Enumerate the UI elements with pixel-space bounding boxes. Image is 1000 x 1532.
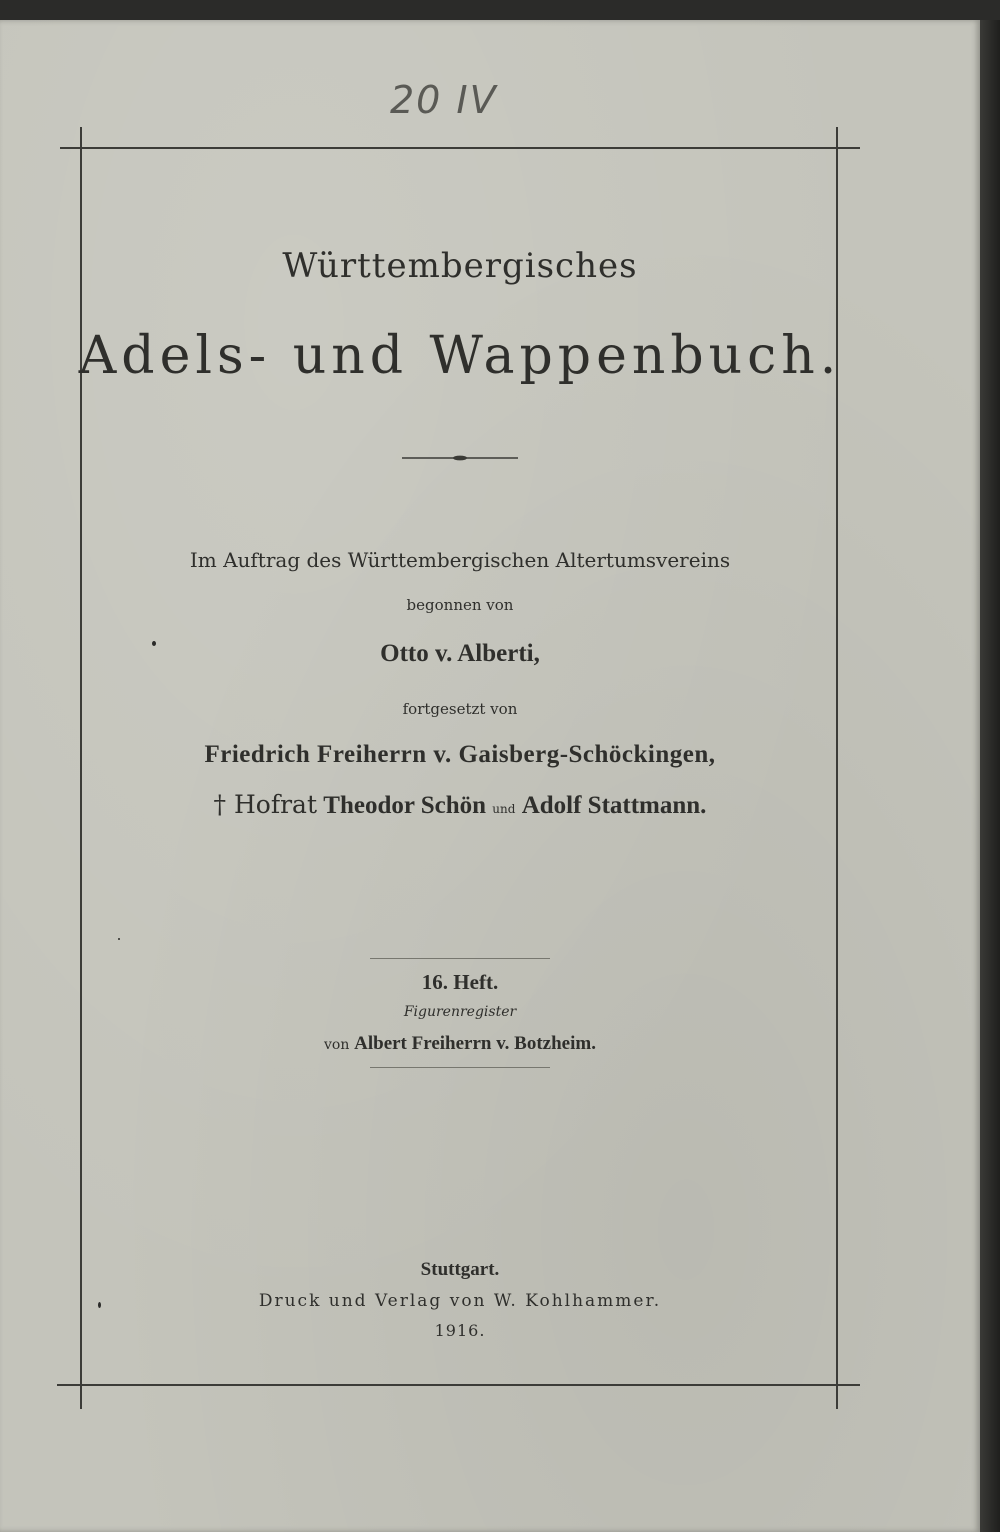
issue-number: 16. Heft. (421, 970, 499, 994)
binding-edge (980, 20, 1000, 1532)
continuer-2-prefix: † Hofrat (213, 790, 318, 819)
frame-top-rule (60, 147, 860, 149)
continuer-2-and: und (492, 802, 516, 816)
founder-name: Otto v. Alberti, (380, 640, 540, 667)
issue-bottom-rule (370, 1067, 550, 1068)
continuer-2-name: Theodor Schön (323, 792, 487, 819)
frame-bottom-rule (57, 1384, 860, 1386)
title-line-1: Württembergisches (282, 246, 638, 286)
issue-top-rule (370, 958, 550, 959)
issue-author-line (60, 1033, 860, 1055)
paper-speck (118, 938, 120, 940)
imprint-publisher: Druck und Verlag von W. Kohlhammer. (258, 1291, 662, 1311)
issue-subject: Figurenregister (403, 1004, 517, 1020)
issue-author-prefix: von (324, 1037, 350, 1053)
paper-speck (152, 641, 156, 646)
continued-by-label: fortgesetzt von (402, 700, 518, 718)
title-line-2: Adels- und Wappenbuch. (78, 326, 842, 386)
title-ornament (402, 455, 518, 461)
begun-by-label: begonnen von (406, 596, 514, 614)
continuer-1: Friedrich Freiherrn v. Gaisberg-Schöckingen, (204, 741, 716, 768)
handwritten-shelfmark: 20 IV (390, 78, 498, 122)
issue-author: Albert Freiherrn v. Botzheim. (354, 1033, 596, 1054)
continuers-line (60, 790, 860, 820)
commission-line: Im Auftrag des Württembergischen Altertumsvereins (189, 548, 731, 572)
paper-speck (98, 1302, 101, 1308)
continuer-3: Adolf Stattmann. (521, 792, 707, 819)
imprint-year: 1916. (434, 1321, 486, 1340)
imprint-city: Stuttgart. (420, 1259, 500, 1280)
